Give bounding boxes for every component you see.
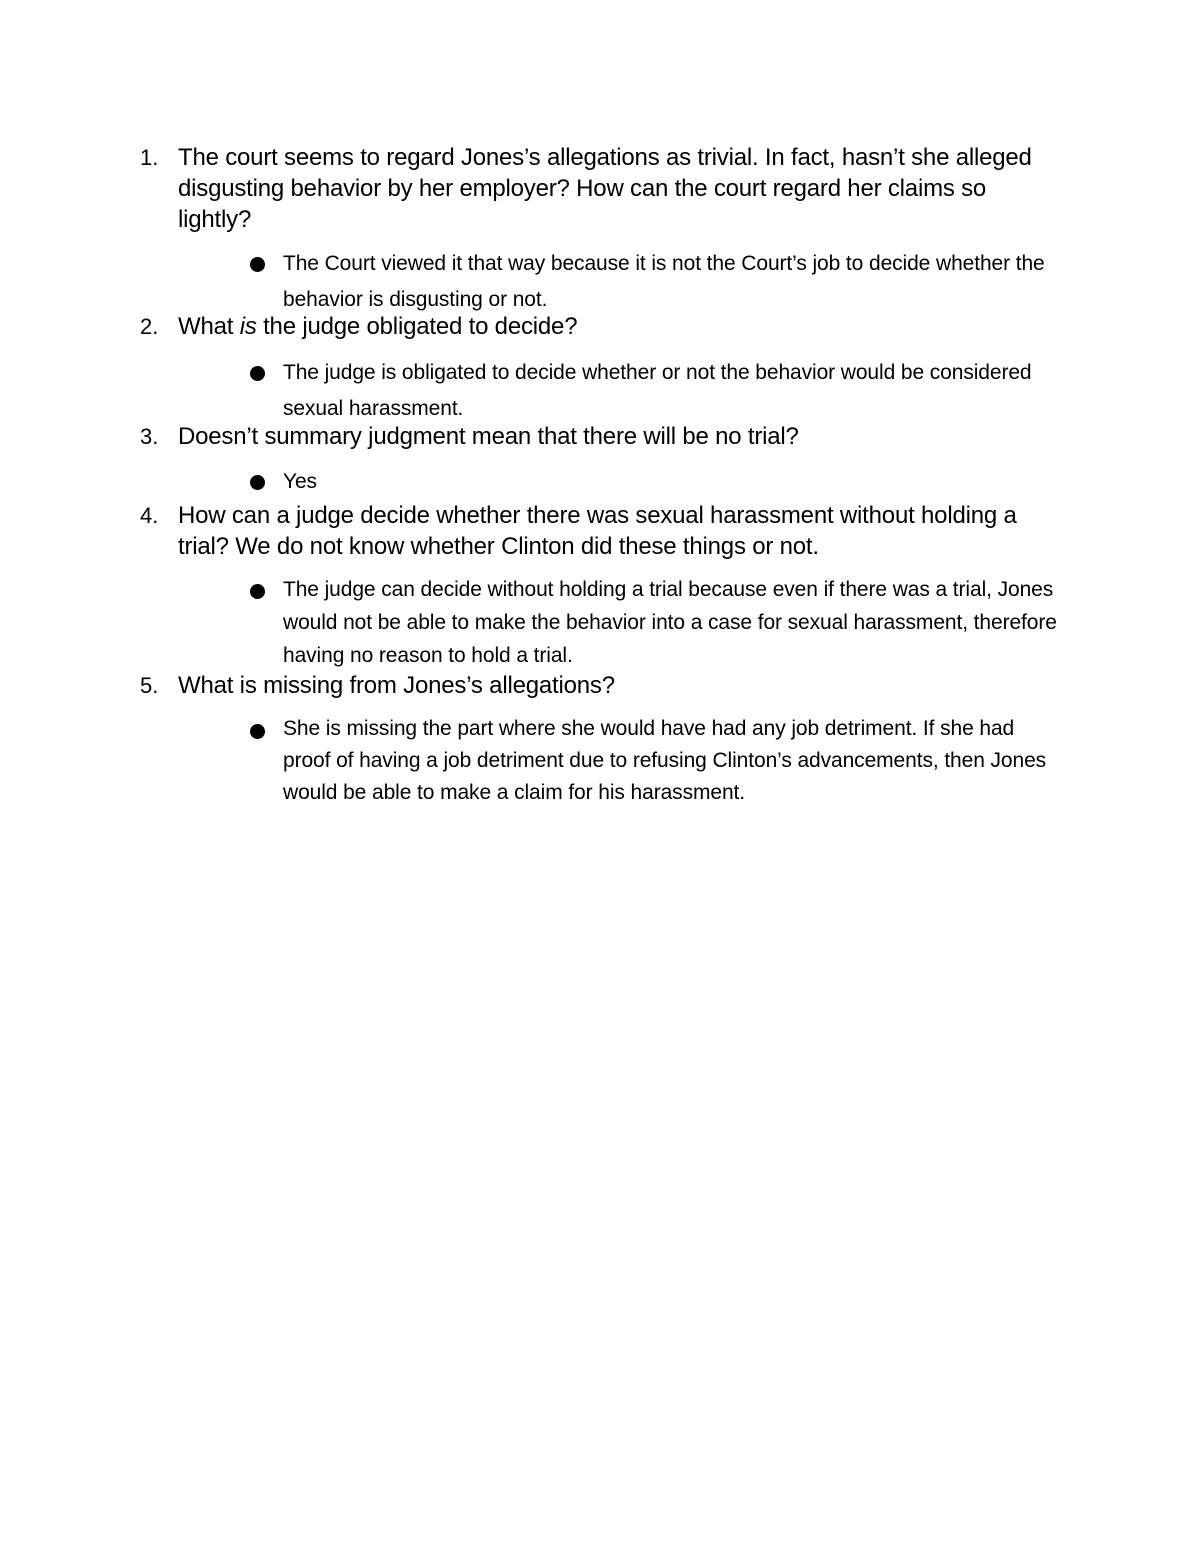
question-emphasis: is: [239, 313, 257, 340]
answer-text: The Court viewed it that way because it is not the Court’s job to decide whether the behavior is disgusting or not.: [283, 252, 1045, 311]
item-number: 3.: [140, 424, 159, 449]
question-text: How can a judge decide whether there was sexual harassment without holding a trial? We do not know whether Clinton did these things or not.: [178, 502, 1017, 560]
answer-text: The judge is obligated to decide whether or not the behavior would be considered sexual harassment.: [283, 361, 1032, 420]
item-number: 5.: [140, 673, 159, 698]
question-text: What is missing from Jones’s allegations?: [178, 672, 615, 699]
answer-text: The judge can decide without holding a trial because even if there was a trial, Jones would not be able to make the behavior into a case for sexual harassment, therefore having no reason to hold a trial.: [283, 578, 1057, 667]
bullet-icon: [250, 366, 265, 381]
bullet-icon: [250, 724, 265, 739]
item-number: 2.: [140, 314, 159, 339]
item-number: 4.: [140, 503, 159, 528]
question-text: Doesn’t summary judgment mean that there will be no trial?: [178, 423, 799, 450]
question-text: The court seems to regard Jones’s allegations as trivial. In fact, hasn’t she alleged disgusting behavior by her employer? How can the court regard her claims so lightly?: [178, 144, 1032, 233]
question-text: [178, 311, 1058, 342]
bullet-icon: [250, 475, 265, 490]
question-text-start: What: [178, 313, 240, 340]
bullet-icon: [250, 257, 265, 272]
answer-text: She is missing the part where she would have had any job detriment. If she had proof of having a job detriment due to refusing Clinton’s advancements, then Jones would be able to make a claim for his harassment.: [283, 717, 1047, 804]
answer-text: Yes: [283, 470, 317, 493]
bullet-icon: [250, 584, 265, 599]
item-number: 1.: [140, 145, 159, 170]
question-text-end: the judge obligated to decide?: [256, 313, 578, 340]
